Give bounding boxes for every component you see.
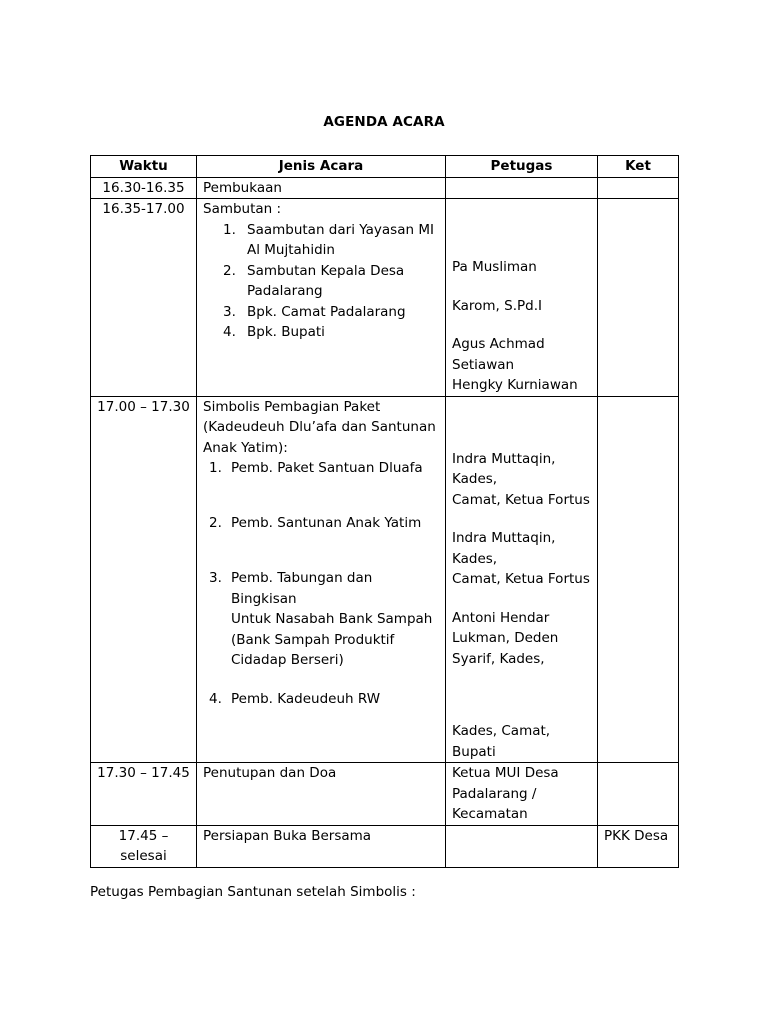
jenis-cell: Pembukaan	[197, 177, 446, 199]
header-waktu: Waktu	[91, 156, 197, 178]
list-item: 2. Sambutan Kepala Desa Padalarang	[223, 262, 405, 299]
time-cell: 17.45 – selesai	[91, 825, 197, 867]
petugas-group: Kades, Camat, Bupati	[452, 723, 551, 760]
list-item: 2. Pemb. Santunan Anak Yatim	[209, 514, 422, 531]
list-item: 4. Pemb. Kadeudeuh RW	[209, 690, 381, 707]
petugas-cell	[446, 825, 598, 867]
table-row	[91, 199, 679, 397]
jenis-intro: Simbolis Pembagian Paket	[203, 398, 381, 415]
jenis-intro: (Kadeudeuh Dlu’afa dan Santunan	[203, 419, 436, 435]
jenis-cell	[197, 199, 446, 397]
list-item: 3. Pemb. Tabungan dan Bingkisan Untuk Nasabah Bank Sampah (Bank Sampah Produktif Cidadap Berseri)	[209, 570, 433, 668]
petugas-cell: Ketua MUI Desa Padalarang / Kecamatan	[446, 763, 598, 826]
time-cell: 16.35-17.00	[91, 199, 197, 397]
petugas-line: Setiawan	[452, 356, 515, 373]
ket-cell	[598, 763, 679, 826]
petugas-line: Pa Musliman	[452, 259, 537, 275]
pembagian-list	[203, 458, 439, 709]
petugas-cell	[446, 199, 598, 397]
header-ket: Ket	[598, 156, 679, 178]
agenda-table	[90, 155, 679, 868]
petugas-line: Karom, S.Pd.I	[452, 297, 542, 314]
time-cell: 16.30-16.35	[91, 177, 197, 199]
petugas-group: Antoni Hendar Lukman, Deden Syarif, Kades,	[452, 609, 559, 667]
time-cell: 17.30 – 17.45	[91, 763, 197, 826]
table-row	[91, 177, 679, 199]
petugas-cell	[446, 177, 598, 199]
jenis-cell: Persiapan Buka Bersama	[197, 825, 446, 867]
list-item: 4. Bpk. Bupati	[223, 324, 325, 340]
list-item: 3. Bpk. Camat Padalarang	[223, 303, 406, 320]
sambutan-list	[203, 220, 439, 343]
list-item: 1. Saambutan dari Yayasan MI Al Mujtahidin	[223, 221, 434, 258]
jenis-cell	[197, 396, 446, 763]
list-item: 1. Pemb. Paket Santuan Dluafa	[209, 460, 423, 476]
ket-cell	[598, 396, 679, 763]
ket-cell	[598, 199, 679, 397]
ket-cell	[598, 177, 679, 199]
page-title: AGENDA ACARA	[323, 114, 445, 130]
petugas-group: Indra Muttaqin, Kades, Camat, Ketua Fortus	[452, 450, 590, 508]
petugas-line: Hengky Kurniawan	[452, 377, 578, 393]
table-row	[91, 396, 679, 763]
table-header-row	[91, 156, 679, 178]
jenis-intro: Anak Yatim):	[203, 439, 288, 456]
petugas-line: Agus Achmad	[452, 336, 545, 352]
time-cell: 17.00 – 17.30	[91, 396, 197, 763]
petugas-group: Indra Muttaqin, Kades, Camat, Ketua Fortus	[452, 530, 590, 587]
table-row	[91, 825, 679, 867]
ket-cell: PKK Desa	[598, 825, 679, 867]
table-row	[91, 763, 679, 826]
header-petugas: Petugas	[446, 156, 598, 178]
jenis-cell: Penutupan dan Doa	[197, 763, 446, 826]
header-jenis-acara: Jenis Acara	[197, 156, 446, 178]
footer-note: Petugas Pembagian Santunan setelah Simbolis :	[90, 884, 416, 900]
petugas-cell	[446, 396, 598, 763]
jenis-intro: Sambutan :	[203, 201, 282, 217]
